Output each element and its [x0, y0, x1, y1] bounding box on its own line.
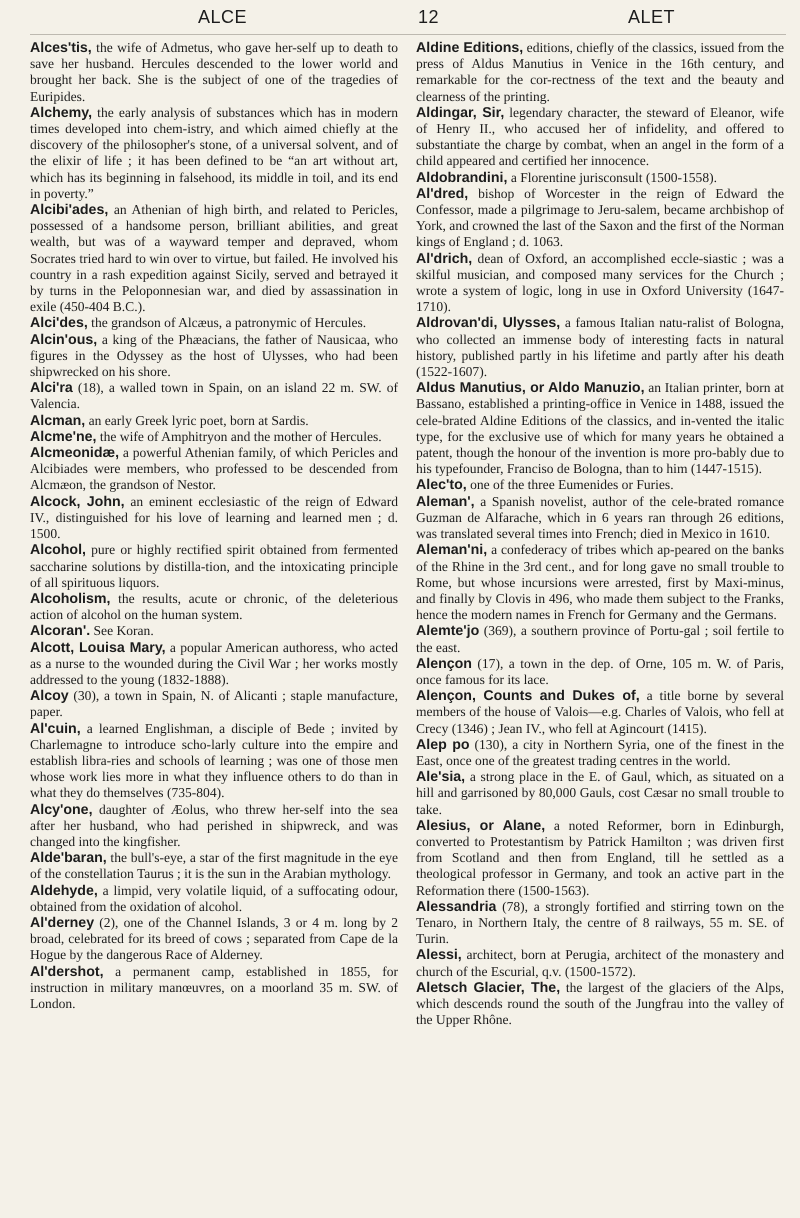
right-column: [416, 40, 784, 1028]
dictionary-entry: [416, 899, 784, 948]
dictionary-entry: [416, 315, 784, 380]
dictionary-entry: [30, 542, 398, 591]
entry-definition: the wife of Admetus, who gave her-self up to death to save her husband. Hercules descended to the lower world and brought her back. She is the subject of one of the tragedies of Euripides.: [30, 40, 398, 104]
entry-definition: a Florentine jurisconsult (1500-1558).: [507, 169, 718, 185]
entry-definition: daughter of Æolus, who threw her-self into the sea after her husband, who had perished in shipwreck, and was changed into the kingfisher.: [30, 801, 398, 849]
entry-headword: Aldobrandini,: [416, 169, 508, 186]
dictionary-entry: [30, 640, 398, 689]
entry-definition: a limpid, very volatile liquid, of a suffocating odour, obtained from the oxidation of alcohol.: [30, 882, 398, 914]
dictionary-entry: [416, 494, 784, 543]
dictionary-entry: [30, 623, 398, 639]
entry-definition: architect, born at Perugia, architect of the monastery and church of the Escurial, q.v. (1500-1572).: [416, 947, 784, 979]
running-header: [30, 0, 786, 35]
entry-definition: the wife of Amphitryon and the mother of Hercules.: [96, 428, 382, 444]
entry-definition: See Koran.: [90, 623, 154, 639]
entry-definition: a popular American authoress, who acted as a nurse to the wounded during the Civil War ; her works mostly addressed to the young (1832-1888).: [30, 639, 398, 687]
entry-headword: Alcin'ous,: [30, 331, 98, 348]
dictionary-entry: [416, 186, 784, 251]
entry-headword: Alcock, John,: [30, 493, 125, 510]
dictionary-entry: [416, 980, 784, 1029]
dictionary-entry: [416, 769, 784, 818]
dictionary-entry: [30, 850, 398, 882]
header-last-word: ALET: [628, 7, 676, 27]
dictionary-entry: [416, 251, 784, 316]
entry-headword: Aletsch Glacier, The,: [416, 979, 561, 996]
entry-definition: bishop of Worcester in the reign of Edward the Confessor, made a pilgrimage to Jeru-salem, became archbishop of York, and crowned the last of the Saxon and the first of the Norman kings of England ; d. 1063.: [416, 185, 784, 250]
entry-headword: Alec'to,: [416, 477, 467, 494]
entry-headword: Alesius, or Alane,: [416, 817, 546, 834]
dictionary-entry: [30, 315, 398, 331]
dictionary-entry: [30, 494, 398, 543]
entry-headword: Aldehyde,: [30, 882, 98, 899]
entry-headword: Alemte'jo: [416, 623, 480, 640]
entry-headword: Alces'tis,: [30, 40, 92, 56]
entry-headword: Alençon, Counts and Dukes of,: [416, 688, 640, 705]
entry-headword: Alessi,: [416, 947, 462, 964]
entry-definition: the results, acute or chronic, of the deleterious action of alcohol on the human system.: [30, 590, 398, 623]
entry-headword: Alcy'one,: [30, 801, 93, 818]
dictionary-entry: [30, 591, 398, 623]
entry-headword: Ale'sia,: [416, 769, 466, 786]
entry-headword: Alcoholism,: [30, 590, 111, 607]
entry-definition: one of the three Eumenides or Furies.: [466, 477, 674, 493]
dictionary-entry: [416, 688, 784, 737]
entry-definition: a king of the Phæacians, the father of Nausicaa, who figures in the Odyssey as the host of Ulysses, who had been shipwrecked on his shore.: [30, 331, 398, 380]
entry-definition: the bull's-eye, a star of the first magnitude in the eye of the constellation Taurus ; it is the sun in the Arabian mythology.: [30, 850, 398, 882]
entry-definition: a permanent camp, established in 1855, for instruction in military manœuvres, on a moorland 35 m. SW. of London.: [30, 963, 398, 1011]
entry-definition: (78), a strongly fortified and stirring town on the Tenaro, in Northern Italy, the centre of 8 railways, 55 m. SE. of Turin.: [416, 898, 784, 947]
dictionary-entry: [30, 688, 398, 720]
entry-headword: Aldus Manutius, or Aldo Manuzio,: [416, 380, 645, 397]
entry-definition: an early Greek lyric poet, born at Sardis.: [85, 412, 309, 428]
entry-definition: the largest of the glaciers of the Alps, which descends round the south of the Jungfrau into the valley of the Upper Rhône.: [416, 979, 784, 1028]
dictionary-entry: [416, 623, 784, 655]
entry-headword: Alcman,: [30, 412, 86, 429]
entry-definition: (130), a city in Northern Syria, one of the finest in the East, once one of the greatest trading centres in the world.: [416, 736, 784, 768]
dictionary-entry: [416, 380, 784, 477]
entry-definition: a confederacy of tribes which ap-peared on the banks of the Rhine in the 3rd cent., and for long gave no small trouble to Rome, but whose incursions were arrested, first by Maxi-minus, and finally by Clovis in 496, who made them subject to the Franks, hence the modern names in French for Germany and the Germans.: [416, 542, 784, 623]
entry-headword: Aldrovan'di, Ulysses,: [416, 315, 561, 332]
dictionary-entry: [416, 477, 784, 493]
entry-definition: the early analysis of substances which has in modern times developed into chem-istry, and which aimed chiefly at the discovery of the philosopher's stone, of a universal solvent, and of the elixir of life ; it has been defined to be “an art without art, which has its beginning in falsehood, its middle in toil, and its end in poverty.”: [30, 104, 398, 201]
entry-definition: a famous Italian natu-ralist of Bologna, who collected an immense body of interesting facts in natural history, published partly in his lifetime and partly after his death (1522-1607).: [416, 315, 784, 380]
header-first-word: ALCE: [198, 7, 248, 27]
dictionary-entry: [30, 105, 398, 202]
dictionary-entry: [30, 802, 398, 851]
entry-definition: an Italian printer, born at Bassano, established a printing-office in Venice in 1488, issued the cele-brated Aldine Editions of the classics, and in-vented the italic type, for the exclusive use of which for many years he obtained a patent, though the honour of the invention is more pro-bably due to his typefounder, Franciso de Bologna, than to him (1447-1515).: [416, 380, 785, 477]
dictionary-entry: [30, 721, 398, 802]
entry-headword: Alep po: [416, 736, 470, 753]
dictionary-entry: [416, 542, 784, 623]
entry-headword: Alcoran'.: [30, 623, 91, 640]
dictionary-entry: [30, 964, 398, 1013]
dictionary-entry: [416, 818, 784, 899]
dictionary-entry: [30, 380, 398, 412]
entry-headword: Alcmeonidæ,: [30, 445, 120, 462]
dictionary-entry: [416, 656, 784, 688]
entry-headword: Al'cuin,: [30, 720, 81, 737]
entry-headword: Aleman',: [416, 493, 475, 510]
entry-definition: pure or highly rectified spirit obtained from fermented saccharine solutions by distilla-tion, and the intoxicating principle of all spirituous liquors.: [30, 542, 398, 590]
entry-definition: the grandson of Alcæus, a patronymic of Hercules.: [87, 315, 367, 331]
dictionary-entry: [30, 445, 398, 494]
entry-headword: Alençon: [416, 655, 472, 672]
entry-definition: a strong place in the E. of Gaul, which, as situated on a hill and garrisoned by 80,000 Gauls, cost Cæsar no small trouble to take.: [416, 769, 784, 817]
dictionary-entry: [30, 915, 398, 964]
entry-headword: Al'drich,: [416, 250, 473, 267]
entry-definition: editions, chiefly of the classics, issued from the press of Aldus Manutius in Venice in the 16th century, and remarkable for the cor-rectness of the text and the beauty and clearness of the printing.: [416, 40, 784, 104]
dictionary-entry: [416, 40, 784, 105]
dictionary-entry: [416, 105, 784, 170]
left-column: [30, 40, 398, 1028]
entry-headword: Alcme'ne,: [30, 428, 97, 445]
entry-headword: Aldingar, Sir,: [416, 104, 505, 121]
entry-headword: Alcoy: [30, 688, 69, 705]
entry-headword: Alessandria: [416, 898, 497, 915]
entry-definition: a noted Reformer, born in Edinburgh, converted to Protestantism by Patrick Hamilton ; was driven first from Scotland and then from England, till he settled as a theological professor in Germany, and took an active part in the Reformation there (1500-1563).: [416, 817, 785, 898]
entry-headword: Alcott, Louisa Mary,: [30, 639, 166, 656]
entry-definition: a Spanish novelist, author of the cele-brated romance Guzman de Alfarache, which in 6 years ran through 26 editions, was translated several times into French; died in Mexico in 1610.: [416, 493, 784, 542]
entry-headword: Alcibi'ades,: [30, 202, 109, 219]
entry-headword: Al'dred,: [416, 185, 469, 202]
dictionary-entry: [416, 170, 784, 186]
entry-definition: (369), a southern province of Portu-gal ; soil fertile to the east.: [416, 623, 784, 655]
entry-headword: Alci'des,: [30, 315, 88, 332]
dictionary-entry: [30, 40, 398, 105]
entry-definition: an eminent ecclesiastic of the reign of Edward IV., distinguished for his love of learning and learned men ; d. 1500.: [30, 493, 398, 542]
entry-definition: (2), one of the Channel Islands, 3 or 4 m. long by 2 broad, celebrated for its breed of cows ; separated from Cape de la Hogue by the dangerous Race of Alderney.: [30, 914, 398, 963]
entry-headword: Alchemy,: [30, 104, 93, 121]
text-columns: [30, 40, 786, 1028]
entry-definition: a powerful Athenian family, of which Pericles and Alcibiades were members, who professed to be descended from Alcmæon, the grandson of Nestor.: [30, 445, 398, 493]
dictionary-entry: [30, 413, 398, 429]
entry-definition: (18), a walled town in Spain, on an island 22 m. SW. of Valencia.: [30, 380, 398, 412]
entry-headword: Alci'ra: [30, 380, 73, 397]
entry-definition: (30), a town in Spain, N. of Alicanti ; staple manufacture, paper.: [30, 688, 398, 720]
entry-headword: Aleman'ni,: [416, 542, 488, 559]
dictionary-entry: [30, 883, 398, 915]
dictionary-entry: [30, 332, 398, 381]
entry-headword: Al'derney: [30, 914, 95, 931]
entry-headword: Alde'baran,: [30, 850, 107, 867]
entry-definition: (17), a town in the dep. of Orne, 105 m. W. of Paris, once famous for its lace.: [416, 655, 784, 687]
entry-headword: Aldine Editions,: [416, 40, 524, 56]
entry-headword: Al'dershot,: [30, 963, 104, 980]
dictionary-entry: [30, 202, 398, 315]
page-number: 12: [418, 7, 440, 27]
entry-definition: a title borne by several members of the house of Valois—e.g. Charles of Valois, who fell at Crecy (1346) ; Jean IV., who fell at Agincourt (1415).: [416, 688, 784, 736]
entry-definition: legendary character, the steward of Eleanor, wife of Henry II., who accused her of infidelity, and offered to substantiate the charge by combat, when an angel in the form of a child appeared and certified her innocence.: [416, 104, 784, 169]
dictionary-entry: [416, 737, 784, 769]
entry-definition: a learned Englishman, a disciple of Bede ; invited by Charlemagne to introduce scho-larly culture into the empire and establish libra-ries and schools of learning ; was one of those men whose work lies more in what they influence others to do than in what they do themselves (735-804).: [30, 720, 398, 801]
entry-definition: dean of Oxford, an accomplished eccle-siastic ; was a skilful musician, and composed many services for the Church ; wrote a system of logic, long in use in Oxford University (1647-1710).: [416, 250, 784, 315]
dictionary-entry: [416, 947, 784, 979]
dictionary-entry: [30, 429, 398, 445]
entry-definition: an Athenian of high birth, and related to Pericles, possessed of a handsome person, brilliant abilities, and great wealth, but was of a wayward temper and depraved, whom Socrates tried hard to win over to virtue, but failed. He involved his country in a rash expedition against Sicily, served and betrayed it by turns in the Peloponnesian war, and died by assassination in exile (450-404 B.C.).: [30, 202, 398, 315]
entry-headword: Alcohol,: [30, 542, 86, 559]
